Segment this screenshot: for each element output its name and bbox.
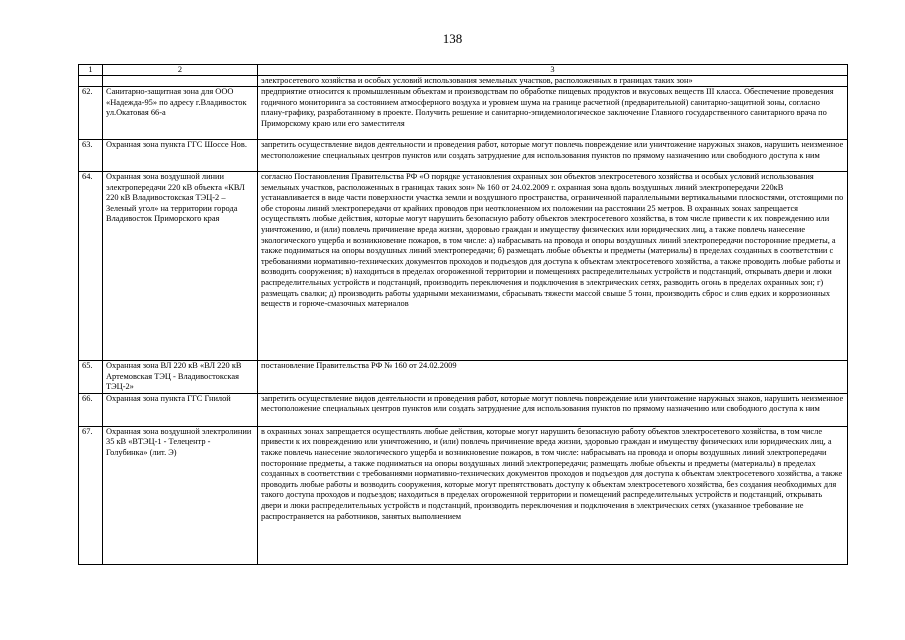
zone-restrictions: запретить осуществление видов деятельности и проведения работ, которые могут повлечь повреждение или уничтожение наружных знаков, нарушить неизменное местоположение специальных центров пунктов или создать затруднение для использования пунктов по прямому назначению или свободного доступа к ним xyxy=(258,140,848,172)
zone-restrictions: согласно Постановления Правительства РФ «О порядке установления охранных зон объектов электросетевого хозяйства и особых условий использования земельных участков, расположенных в границах таких зон» № 160 от 24.02.2009 г. охранная зона вдоль воздушных линий электропередачи 220кВ устанавливается в виде части поверхности участка земли и воздушного пространства, ограниченной параллельными вертикальными плоскостями, отстоящими по обе стороны линий электропередачи от крайних проводов при неотклоненном их положении на расстоянии 25 метров. В охранных зонах запрещается осуществлять любые действия, которые могут нарушить безопасную работу объектов электросетевого хозяйства, в том числе привести к их повреждению или уничтожению, и (или) повлечь причинение вреда жизни, здоровью граждан и имуществу физических или юридических лиц, а также повлечь нанесение экологического ущерба и возникновение пожаров, в том числе: а) набрасывать на провода и опоры воздушных линий электропередачи посторонние предметы, а также подниматься на опоры воздушных линий электропередачи; б) размещать любые объекты и предметы (материалы) в пределах созданных в соответствии с требованиями нормативно-технических документов проходов и подъездов для доступа к объектам электросетевого хозяйства, а также проводить любые работы и возводить сооружения; в) находиться в пределах огороженной территории и помещениях распределительных устройств и подстанций, открывать двери и люки распределительных устройств и подстанций, производить переключения и подключения в электрических сетях, разводить огонь в пределах охранных зон; г) размещать свалки; д) производить работы ударными механизмами, сбрасывать тяжести массой свыше 5 тонн, производить сброс и слив едких и коррозионных веществ и горюче-смазочных материалов xyxy=(258,172,848,361)
continuation-row xyxy=(79,76,848,87)
zone-restrictions: постановление Правительства РФ № 160 от 24.02.2009 xyxy=(258,361,848,394)
column-header-1: 1 xyxy=(79,65,103,76)
table-row xyxy=(79,87,848,140)
continuation-name xyxy=(103,76,258,87)
column-header-3: 3 xyxy=(258,65,848,76)
continuation-text: электросетевого хозяйства и особых условий использования земельных участков, расположенных в границах таких зон» xyxy=(258,76,848,87)
zone-name: Охранная зона воздушной электролинии 35 кВ «ВТЭЦ-1 - Телецентр - Голубинка» (лит. Э) xyxy=(103,426,258,564)
zone-name: Санитарно-защитная зона для ООО «Надежда-95» по адресу г.Владивосток ул.Окатовая 66-а xyxy=(103,87,258,140)
zone-name: Охранная зона пункта ГГС Гнилой xyxy=(103,393,258,426)
zone-restrictions: предприятие относится к промышленным объектам и производствам по обработке пищевых продуктов и вкусовых веществ III класса. Обеспечение проведения годичного мониторинга за состоянием атмосферного воздуха и уровнем шума на границе расчетной (предварительной) санитарно-защитной зоны, согласно плану-графику, разработанному в проекте. Получить решение и санитарно-эпидемиологическое заключение Главного государственного санитарного врача по Приморскому краю или его заместителя xyxy=(258,87,848,140)
zone-name: Охранная зона воздушной линии электропередачи 220 кВ объекта «КВЛ 220 кВ Владивостокская ТЭЦ-2 – Зеленый угол» на территории города Владивосток Приморского края xyxy=(103,172,258,361)
table-row xyxy=(79,140,848,172)
zone-restrictions: в охранных зонах запрещается осуществлять любые действия, которые могут нарушить безопасную работу объектов электросетевого хозяйства, в том числе привести к их повреждению или уничтожению, и (или) повлечь причинение вреда жизни, здоровью граждан и имуществу физических или юридических лиц, а также повлечь нанесение экологического ущерба и возникновение пожаров, в том числе: набрасывать на провода и опоры воздушных линий электропередачи посторонние предметы, а также подниматься на опоры воздушных линий электропередачи; размещать любые объекты и предметы (материалы) в пределах созданных в соответствии с требованиями нормативно-технических документов проходов и подъездов для доступа к объектам электросетевого хозяйства, а также проводить любые работы и возводить сооружения, которые могут препятствовать доступу к объектам электросетевого хозяйства, без создания необходимых для такого доступа проходов и подъездов; находиться в пределах огороженной территории и помещений распределительных устройств и подстанций, открывать двери и люки распределительных устройств и подстанций, производить переключения и подключения в электрических сетях (указанное требование не распространяется на работников, занятых выполнением xyxy=(258,426,848,564)
continuation-num xyxy=(79,76,103,87)
table-row xyxy=(79,361,848,394)
column-header-2: 2 xyxy=(103,65,258,76)
row-number: 65. xyxy=(79,361,103,394)
zone-name: Охранная зона пункта ГГС Шоссе Нов. xyxy=(103,140,258,172)
row-number: 63. xyxy=(79,140,103,172)
row-number: 66. xyxy=(79,393,103,426)
table-row xyxy=(79,393,848,426)
row-number: 67. xyxy=(79,426,103,564)
zone-restrictions: запретить осуществление видов деятельности и проведения работ, которые могут повлечь повреждение или уничтожение наружных знаков, нарушить неизменное местоположение специальных центров пунктов или создать затруднение для использования пунктов по прямому назначению или свободного доступа к ним xyxy=(258,393,848,426)
row-number: 62. xyxy=(79,87,103,140)
page-number: 138 xyxy=(442,31,463,46)
zones-table xyxy=(78,64,848,565)
row-number: 64. xyxy=(79,172,103,361)
zone-name: Охранная зона ВЛ 220 кВ «ВЛ 220 кВ Артемовская ТЭЦ - Владивостокская ТЭЦ-2» xyxy=(103,361,258,394)
table-row xyxy=(79,426,848,564)
header-row xyxy=(79,65,848,76)
table-row xyxy=(79,172,848,361)
